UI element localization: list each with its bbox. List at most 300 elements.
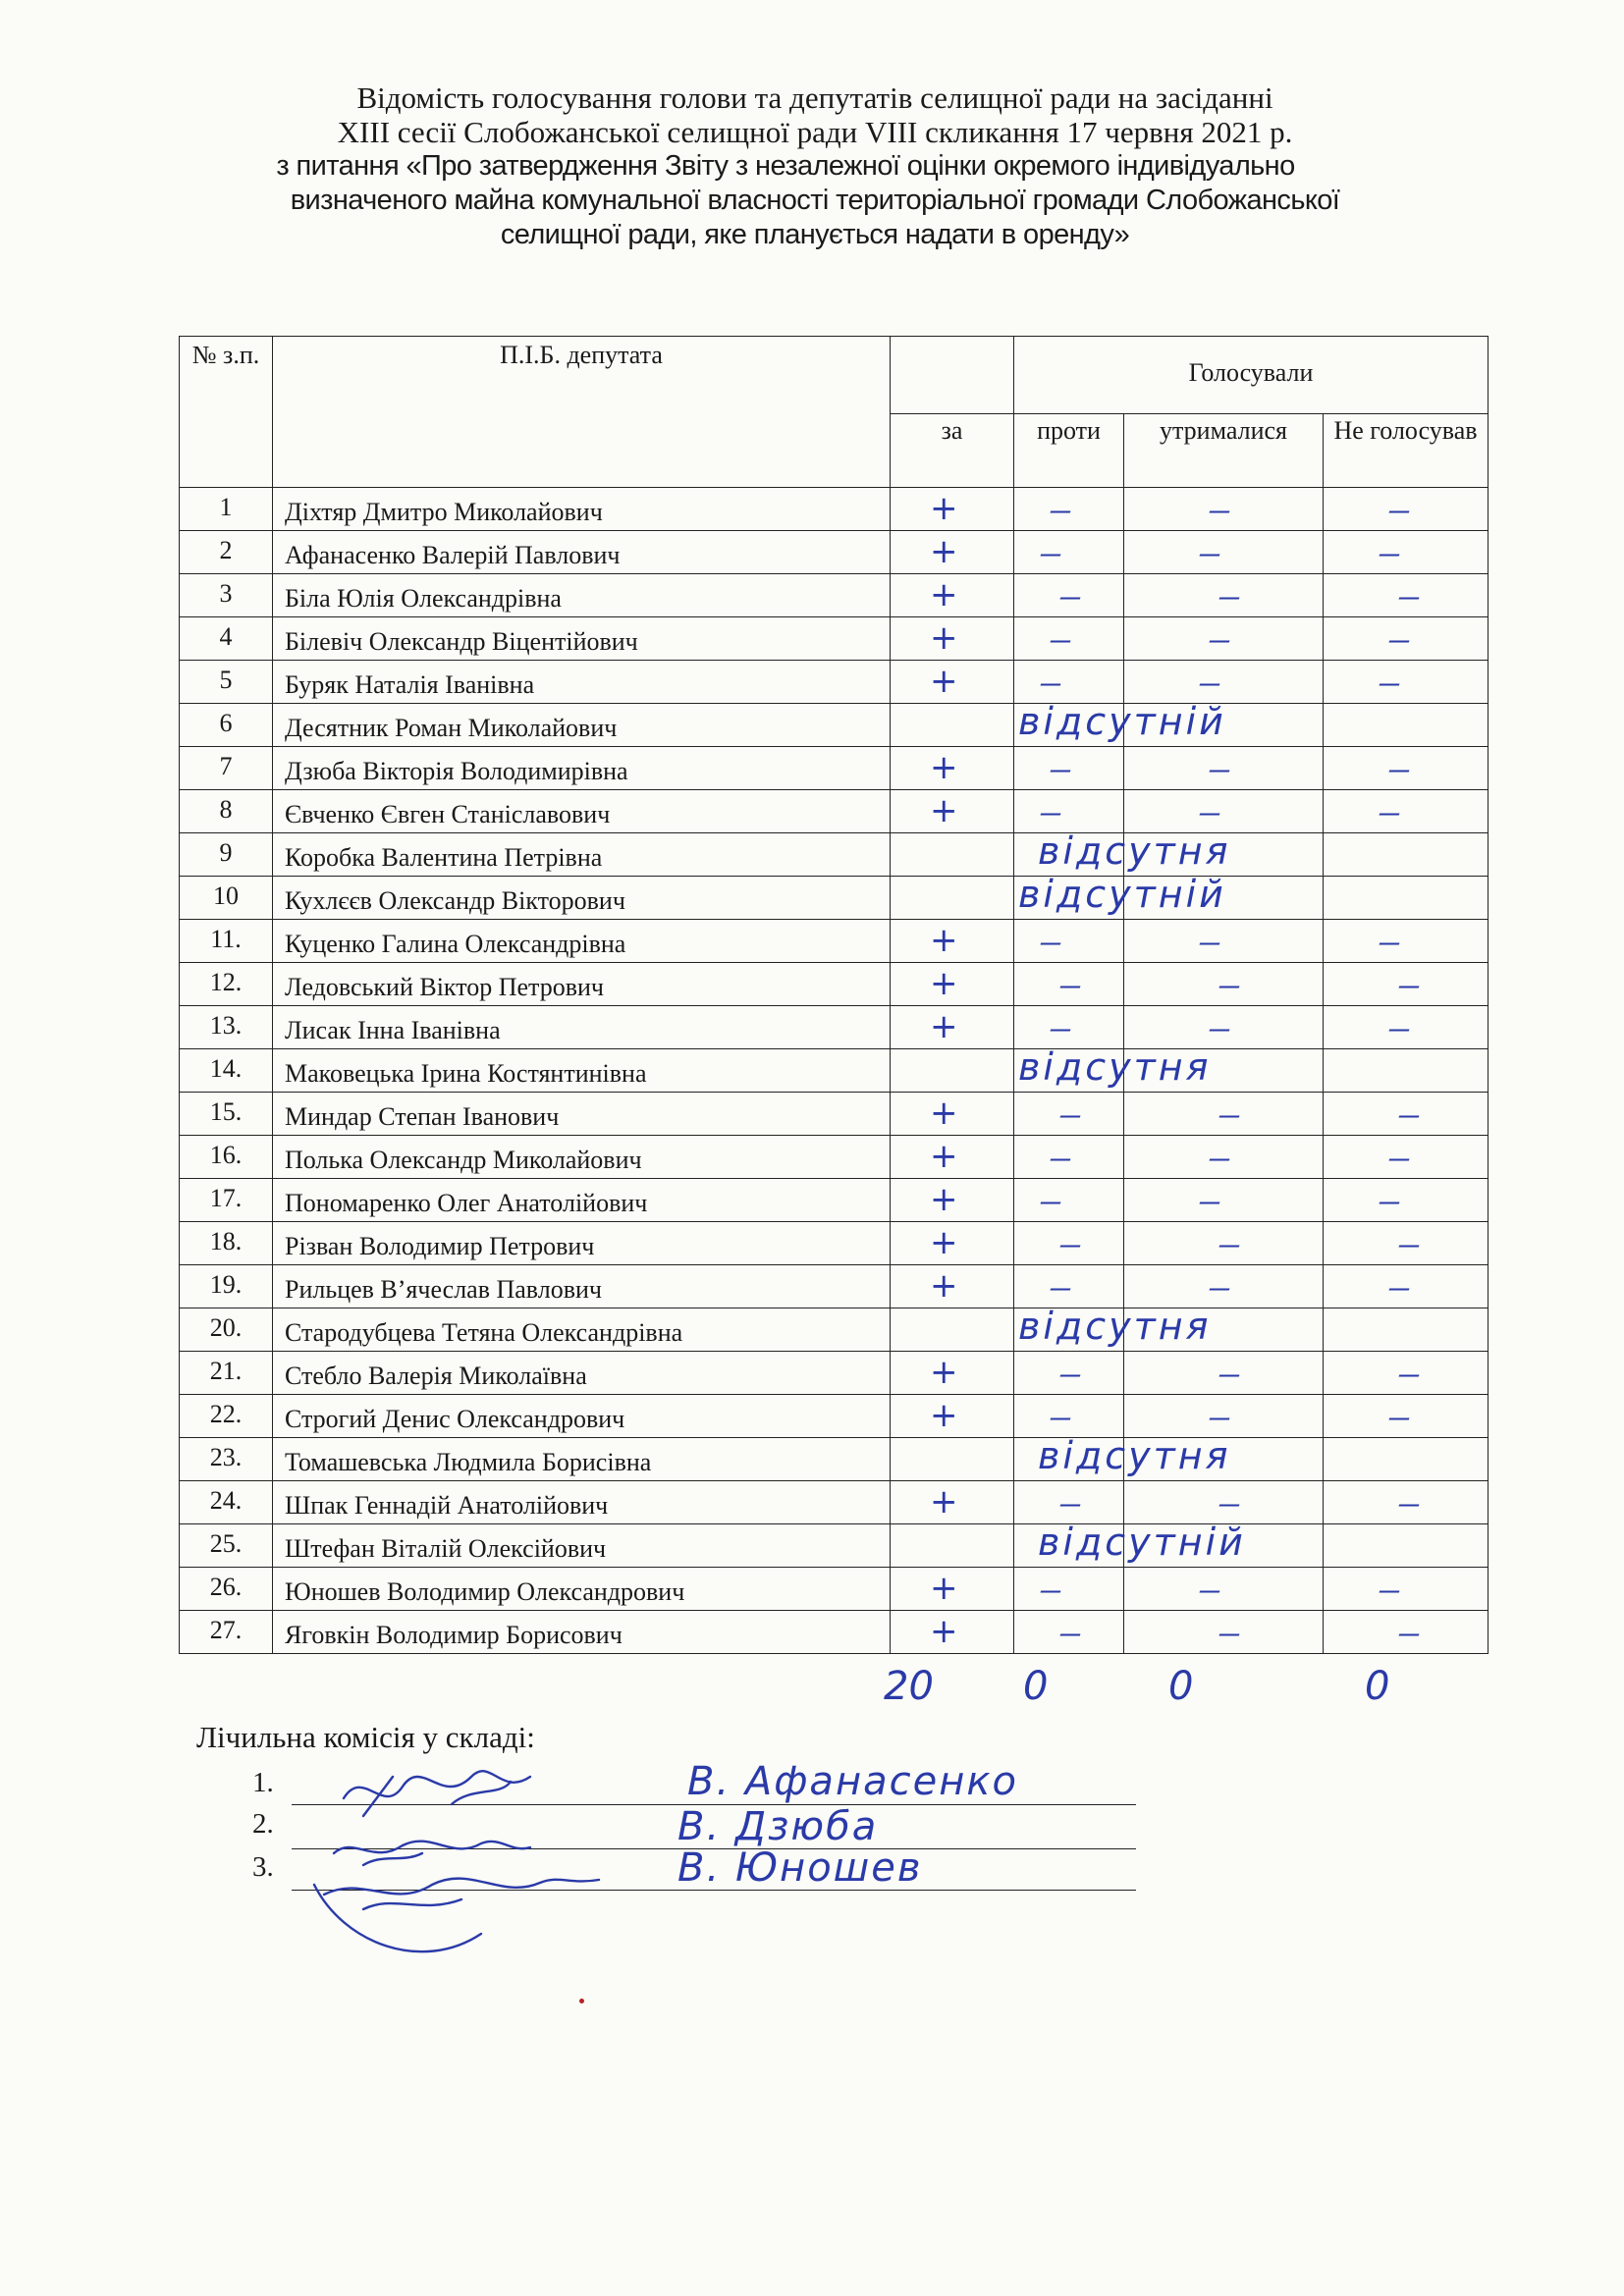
deputy-name: Буряк Наталія Іванівна — [273, 661, 891, 704]
vote-cell-proty — [1014, 1524, 1124, 1568]
vote-cell-proty — [1014, 531, 1124, 574]
vote-mark-plus: + — [930, 1612, 958, 1651]
vote-cell-ne — [1324, 1222, 1489, 1265]
vote-cell-proty — [1014, 1179, 1124, 1222]
vote-cell-za — [891, 1352, 1014, 1395]
vote-cell-proty — [1014, 704, 1124, 747]
ink-dot — [579, 1999, 584, 2003]
row-number: 6 — [180, 704, 273, 747]
vote-mark-dash: – — [1038, 667, 1063, 699]
vote-cell-ne — [1324, 704, 1489, 747]
vote-cell-proty — [1014, 1308, 1124, 1352]
row-number: 22. — [180, 1395, 273, 1438]
vote-cell-proty — [1014, 1481, 1124, 1524]
vote-mark-dash: – — [1217, 1617, 1242, 1649]
vote-cell-utr — [1124, 920, 1324, 963]
row-number: 1 — [180, 488, 273, 531]
vote-cell-proty — [1014, 1265, 1124, 1308]
deputy-name: Коробка Валентина Петрівна — [273, 833, 891, 877]
vote-mark-dash: – — [1396, 1487, 1422, 1520]
vote-cell-utr — [1124, 1179, 1324, 1222]
vote-cell-utr — [1124, 747, 1324, 790]
vote-cell-proty — [1014, 747, 1124, 790]
vote-mark-dash: – — [1217, 969, 1242, 1001]
vote-mark-dash: – — [1048, 494, 1073, 526]
deputy-name: Різван Володимир Петрович — [273, 1222, 891, 1265]
vote-cell-ne — [1324, 1049, 1489, 1093]
deputy-name: Рильцев В’ячеслав Павлович — [273, 1265, 891, 1308]
vote-cell-ne — [1324, 1093, 1489, 1136]
table-row — [180, 1222, 1489, 1265]
deputy-name: Афанасенко Валерій Павлович — [273, 531, 891, 574]
table-row — [180, 1611, 1489, 1654]
vote-cell-utr — [1124, 833, 1324, 877]
vote-mark-dash: – — [1048, 1142, 1073, 1174]
table-row — [180, 1049, 1489, 1093]
row-number: 25. — [180, 1524, 273, 1568]
vote-cell-za — [891, 1093, 1014, 1136]
vote-cell-ne — [1324, 920, 1489, 963]
deputy-name: Строгий Денис Олександрович — [273, 1395, 891, 1438]
row-number: 23. — [180, 1438, 273, 1481]
row-number: 20. — [180, 1308, 273, 1352]
table-row — [180, 747, 1489, 790]
vote-cell-za — [891, 700, 1226, 747]
vote-mark-dash: – — [1386, 1142, 1412, 1174]
vote-mark-dash: – — [1377, 667, 1402, 699]
row-number: 10 — [180, 877, 273, 920]
vote-cell-za — [891, 1045, 1212, 1093]
heading-line-5: селищної ради, яке планується надати в оренду» — [500, 219, 1130, 250]
table-row — [180, 617, 1489, 661]
vote-cell-za — [891, 829, 1231, 877]
table-row — [180, 1265, 1489, 1308]
total-proty: 0 — [1023, 1664, 1049, 1709]
vote-cell-za — [891, 1434, 1231, 1481]
row-number: 26. — [180, 1568, 273, 1611]
voting-rows — [180, 488, 1489, 1654]
vote-mark-plus: + — [930, 1482, 958, 1522]
absent-mark: відсутній — [1018, 700, 1226, 743]
row-number: 19. — [180, 1265, 273, 1308]
vote-cell-utr — [1124, 488, 1324, 531]
heading-line-2: XIII сесії Слобожанської селищної ради VIII скликання 17 червня 2021 р. — [337, 115, 1293, 149]
vote-mark-dash: – — [1197, 1185, 1222, 1217]
vote-cell-proty — [1014, 963, 1124, 1006]
vote-mark-dash: – — [1197, 667, 1222, 699]
vote-cell-proty — [1014, 661, 1124, 704]
vote-cell-za — [891, 1265, 1014, 1308]
vote-mark-dash: – — [1057, 1098, 1083, 1131]
table-row — [180, 1568, 1489, 1611]
vote-mark-dash: – — [1396, 969, 1422, 1001]
vote-mark-plus: + — [930, 1569, 958, 1608]
heading-line-3: з питання «Про затвердження Звіту з незалежної оцінки окремого індивідуально — [276, 150, 1295, 182]
vote-cell-proty — [1014, 833, 1124, 877]
vote-cell-proty — [1014, 488, 1124, 531]
header-name: П.І.Б. депутата — [273, 337, 891, 488]
vote-mark-dash: – — [1217, 580, 1242, 613]
vote-mark-plus: + — [930, 618, 958, 658]
vote-mark-dash: – — [1197, 796, 1222, 828]
vote-cell-za — [891, 1305, 1212, 1352]
vote-cell-proty — [1014, 1568, 1124, 1611]
vote-mark-dash: – — [1057, 969, 1083, 1001]
row-number: 18. — [180, 1222, 273, 1265]
vote-cell-ne — [1324, 1611, 1489, 1654]
table-row — [180, 963, 1489, 1006]
vote-cell-ne — [1324, 661, 1489, 704]
vote-mark-plus: + — [930, 1353, 958, 1392]
commission-member-1: В. Афанасенко — [687, 1759, 1018, 1804]
vote-cell-proty — [1014, 1136, 1124, 1179]
vote-cell-proty — [1014, 574, 1124, 617]
commission-member-2: В. Дзюба — [677, 1804, 879, 1849]
row-number: 15. — [180, 1093, 273, 1136]
commission-number-3: 3. — [252, 1851, 274, 1883]
vote-cell-utr — [1124, 1049, 1324, 1093]
table-row — [180, 1352, 1489, 1395]
vote-cell-za — [891, 1179, 1014, 1222]
vote-cell-proty — [1014, 1395, 1124, 1438]
vote-cell-za — [891, 1222, 1014, 1265]
vote-mark-dash: – — [1396, 1358, 1422, 1390]
total-ne-holosuvav: 0 — [1365, 1664, 1390, 1709]
vote-mark-plus: + — [930, 489, 958, 528]
vote-mark-dash: – — [1197, 537, 1222, 569]
vote-mark-plus: + — [930, 575, 958, 614]
vote-mark-dash: – — [1048, 1271, 1073, 1304]
vote-cell-za — [891, 873, 1226, 920]
absent-mark: відсутня — [1018, 1045, 1212, 1089]
table-row — [180, 1395, 1489, 1438]
heading-line-4: визначеного майна комунальної власності територіальної громади Слобожанської — [290, 185, 1340, 216]
vote-mark-plus: + — [930, 1094, 958, 1133]
deputy-name: Стародубцева Тетяна Олександрівна — [273, 1308, 891, 1352]
vote-cell-utr — [1124, 963, 1324, 1006]
vote-mark-dash: – — [1038, 796, 1063, 828]
vote-cell-utr — [1124, 1006, 1324, 1049]
vote-mark-dash: – — [1386, 1271, 1412, 1304]
vote-cell-za — [891, 920, 1014, 963]
vote-cell-ne — [1324, 1179, 1489, 1222]
row-number: 11. — [180, 920, 273, 963]
table-row — [180, 1093, 1489, 1136]
vote-mark-dash: – — [1396, 1617, 1422, 1649]
table-row — [180, 877, 1489, 920]
total-utrymalysia: 0 — [1168, 1664, 1194, 1709]
vote-cell-ne — [1324, 790, 1489, 833]
vote-cell-proty — [1014, 790, 1124, 833]
deputy-name: Євченко Євген Станіславович — [273, 790, 891, 833]
deputy-name: Маковецька Ірина Костянтинівна — [273, 1049, 891, 1093]
table-row — [180, 833, 1489, 877]
header-number: № з.п. — [180, 337, 273, 488]
table-row — [180, 1481, 1489, 1524]
absent-mark: відсутній — [1018, 873, 1226, 916]
vote-mark-plus: + — [930, 1137, 958, 1176]
vote-mark-dash: – — [1207, 1271, 1232, 1304]
vote-cell-ne — [1324, 1568, 1489, 1611]
vote-mark-dash: – — [1038, 1574, 1063, 1606]
vote-cell-utr — [1124, 1093, 1324, 1136]
vote-mark-plus: + — [930, 1396, 958, 1435]
table-row — [180, 1438, 1489, 1481]
deputy-name: Діхтяр Дмитро Миколайович — [273, 488, 891, 531]
deputy-name: Штефан Віталій Олексійович — [273, 1524, 891, 1568]
header-proty: проти — [1014, 414, 1124, 488]
vote-mark-dash: – — [1377, 796, 1402, 828]
vote-cell-za — [891, 661, 1014, 704]
vote-mark-dash: – — [1377, 926, 1402, 958]
vote-cell-proty — [1014, 1093, 1124, 1136]
vote-cell-proty — [1014, 1049, 1124, 1093]
table-row — [180, 790, 1489, 833]
vote-cell-ne — [1324, 488, 1489, 531]
vote-mark-dash: – — [1048, 623, 1073, 656]
vote-mark-dash: – — [1207, 1142, 1232, 1174]
vote-mark-dash: – — [1048, 1401, 1073, 1433]
row-number: 2 — [180, 531, 273, 574]
deputy-name: Куценко Галина Олександрівна — [273, 920, 891, 963]
vote-mark-dash: – — [1197, 926, 1222, 958]
vote-cell-ne — [1324, 1524, 1489, 1568]
vote-cell-za — [891, 1136, 1014, 1179]
table-row — [180, 488, 1489, 531]
vote-cell-za — [891, 1521, 1246, 1568]
commission-number-2: 2. — [252, 1808, 274, 1840]
deputy-name: Біла Юлія Олександрівна — [273, 574, 891, 617]
vote-cell-utr — [1124, 1136, 1324, 1179]
vote-mark-dash: – — [1386, 1401, 1412, 1433]
table-row — [180, 574, 1489, 617]
signature-1 — [344, 1771, 530, 1816]
vote-cell-ne — [1324, 877, 1489, 920]
vote-cell-za — [891, 790, 1014, 833]
vote-cell-ne — [1324, 963, 1489, 1006]
commission-member-3: В. Юношев — [677, 1845, 923, 1891]
vote-cell-za — [891, 963, 1014, 1006]
vote-mark-dash: – — [1057, 1358, 1083, 1390]
vote-mark-dash: – — [1207, 623, 1232, 656]
vote-cell-ne — [1324, 1438, 1489, 1481]
row-number: 24. — [180, 1481, 273, 1524]
table-row — [180, 1179, 1489, 1222]
vote-mark-dash: – — [1217, 1358, 1242, 1390]
absent-mark: відсутній — [1038, 1521, 1246, 1564]
vote-cell-za — [891, 617, 1014, 661]
vote-cell-utr — [1124, 704, 1324, 747]
vote-mark-dash: – — [1038, 926, 1063, 958]
vote-cell-proty — [1014, 1611, 1124, 1654]
deputy-name: Яговкін Володимир Борисович — [273, 1611, 891, 1654]
table-row — [180, 1136, 1489, 1179]
vote-cell-utr — [1124, 1308, 1324, 1352]
vote-cell-utr — [1124, 1265, 1324, 1308]
vote-cell-ne — [1324, 747, 1489, 790]
row-number: 5 — [180, 661, 273, 704]
vote-cell-ne — [1324, 617, 1489, 661]
vote-mark-dash: – — [1038, 1185, 1063, 1217]
table-row — [180, 920, 1489, 963]
vote-cell-ne — [1324, 1308, 1489, 1352]
vote-mark-dash: – — [1057, 580, 1083, 613]
deputy-name: Дзюба Вікторія Володимирівна — [273, 747, 891, 790]
signature-3 — [314, 1879, 599, 1952]
vote-cell-utr — [1124, 877, 1324, 920]
vote-mark-plus: + — [930, 662, 958, 701]
vote-mark-plus: + — [930, 532, 958, 571]
vote-cell-utr — [1124, 1395, 1324, 1438]
deputy-name: Миндар Степан Іванович — [273, 1093, 891, 1136]
vote-mark-dash: – — [1377, 1185, 1402, 1217]
row-number: 13. — [180, 1006, 273, 1049]
row-number: 9 — [180, 833, 273, 877]
vote-cell-za — [891, 1006, 1014, 1049]
vote-mark-dash: – — [1217, 1228, 1242, 1260]
vote-cell-proty — [1014, 1352, 1124, 1395]
vote-cell-proty — [1014, 920, 1124, 963]
vote-mark-dash: – — [1057, 1487, 1083, 1520]
row-number: 4 — [180, 617, 273, 661]
header-blank — [891, 337, 1014, 414]
vote-cell-proty — [1014, 1222, 1124, 1265]
vote-mark-dash: – — [1207, 494, 1232, 526]
vote-cell-utr — [1124, 1611, 1324, 1654]
vote-mark-plus: + — [930, 964, 958, 1003]
vote-mark-dash: – — [1207, 1012, 1232, 1044]
commission-number-1: 1. — [252, 1767, 274, 1798]
vote-mark-plus: + — [930, 1266, 958, 1306]
vote-mark-dash: – — [1048, 1012, 1073, 1044]
vote-mark-dash: – — [1386, 1012, 1412, 1044]
vote-cell-proty — [1014, 617, 1124, 661]
vote-cell-utr — [1124, 1352, 1324, 1395]
vote-cell-ne — [1324, 1265, 1489, 1308]
vote-mark-dash: – — [1386, 753, 1412, 785]
vote-cell-ne — [1324, 833, 1489, 877]
signature-2 — [334, 1842, 530, 1865]
header-utrymalysia: утрималися — [1124, 414, 1324, 488]
vote-mark-plus: + — [930, 1007, 958, 1046]
table-row — [180, 531, 1489, 574]
absent-mark: відсутня — [1018, 1305, 1212, 1348]
document-heading — [177, 80, 1453, 252]
row-number: 7 — [180, 747, 273, 790]
vote-mark-plus: + — [930, 1223, 958, 1262]
heading-line-1: Відомість голосування голови та депутатів селищної ради на засіданні — [356, 80, 1273, 115]
vote-cell-utr — [1124, 1481, 1324, 1524]
commission-label: Лічильна комісія у складі: — [196, 1720, 535, 1754]
table-row — [180, 1524, 1489, 1568]
vote-cell-proty — [1014, 877, 1124, 920]
deputy-name: Лисак Інна Іванівна — [273, 1006, 891, 1049]
vote-mark-dash: – — [1207, 753, 1232, 785]
vote-cell-ne — [1324, 531, 1489, 574]
header-za: за — [891, 414, 1014, 488]
vote-mark-dash: – — [1386, 623, 1412, 656]
row-number: 14. — [180, 1049, 273, 1093]
vote-cell-ne — [1324, 1136, 1489, 1179]
vote-cell-za — [891, 1568, 1014, 1611]
vote-mark-dash: – — [1396, 580, 1422, 613]
absent-mark: відсутня — [1038, 1434, 1231, 1477]
vote-cell-utr — [1124, 661, 1324, 704]
vote-cell-ne — [1324, 574, 1489, 617]
vote-mark-plus: + — [930, 921, 958, 960]
row-number: 16. — [180, 1136, 273, 1179]
vote-cell-utr — [1124, 790, 1324, 833]
deputy-name: Стебло Валерія Миколаївна — [273, 1352, 891, 1395]
vote-cell-za — [891, 574, 1014, 617]
vote-cell-utr — [1124, 531, 1324, 574]
absent-mark: відсутня — [1038, 829, 1231, 873]
vote-mark-dash: – — [1377, 537, 1402, 569]
deputy-name: Ледовський Віктор Петрович — [273, 963, 891, 1006]
row-number: 3 — [180, 574, 273, 617]
vote-mark-dash: – — [1207, 1401, 1232, 1433]
vote-cell-utr — [1124, 1222, 1324, 1265]
vote-mark-plus: + — [930, 1180, 958, 1219]
row-number: 17. — [180, 1179, 273, 1222]
vote-cell-utr — [1124, 1524, 1324, 1568]
header-ne-holosuvav: Не голосував — [1324, 414, 1489, 488]
total-za: 20 — [884, 1664, 934, 1709]
deputy-name: Білевіч Олександр Віцентійович — [273, 617, 891, 661]
vote-mark-dash: – — [1197, 1574, 1222, 1606]
vote-mark-dash: – — [1057, 1228, 1083, 1260]
vote-mark-dash: – — [1396, 1098, 1422, 1131]
deputy-name: Юношев Володимир Олександрович — [273, 1568, 891, 1611]
row-number: 21. — [180, 1352, 273, 1395]
vote-mark-dash: – — [1377, 1574, 1402, 1606]
vote-cell-utr — [1124, 574, 1324, 617]
vote-mark-dash: – — [1217, 1487, 1242, 1520]
vote-mark-plus: + — [930, 748, 958, 787]
vote-cell-ne — [1324, 1395, 1489, 1438]
header-voted: Голосували — [1014, 337, 1489, 414]
vote-cell-ne — [1324, 1481, 1489, 1524]
table-row — [180, 661, 1489, 704]
deputy-name: Пономаренко Олег Анатолійович — [273, 1179, 891, 1222]
table-row — [180, 1308, 1489, 1352]
vote-cell-za — [891, 1395, 1014, 1438]
vote-cell-za — [891, 531, 1014, 574]
deputy-name: Десятник Роман Миколайович — [273, 704, 891, 747]
vote-mark-dash: – — [1048, 753, 1073, 785]
deputy-name: Шпак Геннадій Анатолійович — [273, 1481, 891, 1524]
voting-table — [179, 336, 1489, 1654]
vote-mark-dash: – — [1038, 537, 1063, 569]
row-number: 8 — [180, 790, 273, 833]
vote-mark-plus: + — [930, 791, 958, 830]
table-row — [180, 1006, 1489, 1049]
row-number: 27. — [180, 1611, 273, 1654]
vote-cell-proty — [1014, 1438, 1124, 1481]
vote-cell-ne — [1324, 1006, 1489, 1049]
vote-cell-utr — [1124, 1568, 1324, 1611]
vote-cell-ne — [1324, 1352, 1489, 1395]
vote-cell-za — [891, 1611, 1014, 1654]
vote-mark-dash: – — [1217, 1098, 1242, 1131]
vote-cell-za — [891, 747, 1014, 790]
deputy-name: Кухлєєв Олександр Вікторович — [273, 877, 891, 920]
vote-mark-dash: – — [1396, 1228, 1422, 1260]
vote-mark-dash: – — [1057, 1617, 1083, 1649]
vote-mark-dash: – — [1386, 494, 1412, 526]
handwritten-signatures — [304, 1737, 658, 1993]
deputy-name: Полька Олександр Миколайович — [273, 1136, 891, 1179]
